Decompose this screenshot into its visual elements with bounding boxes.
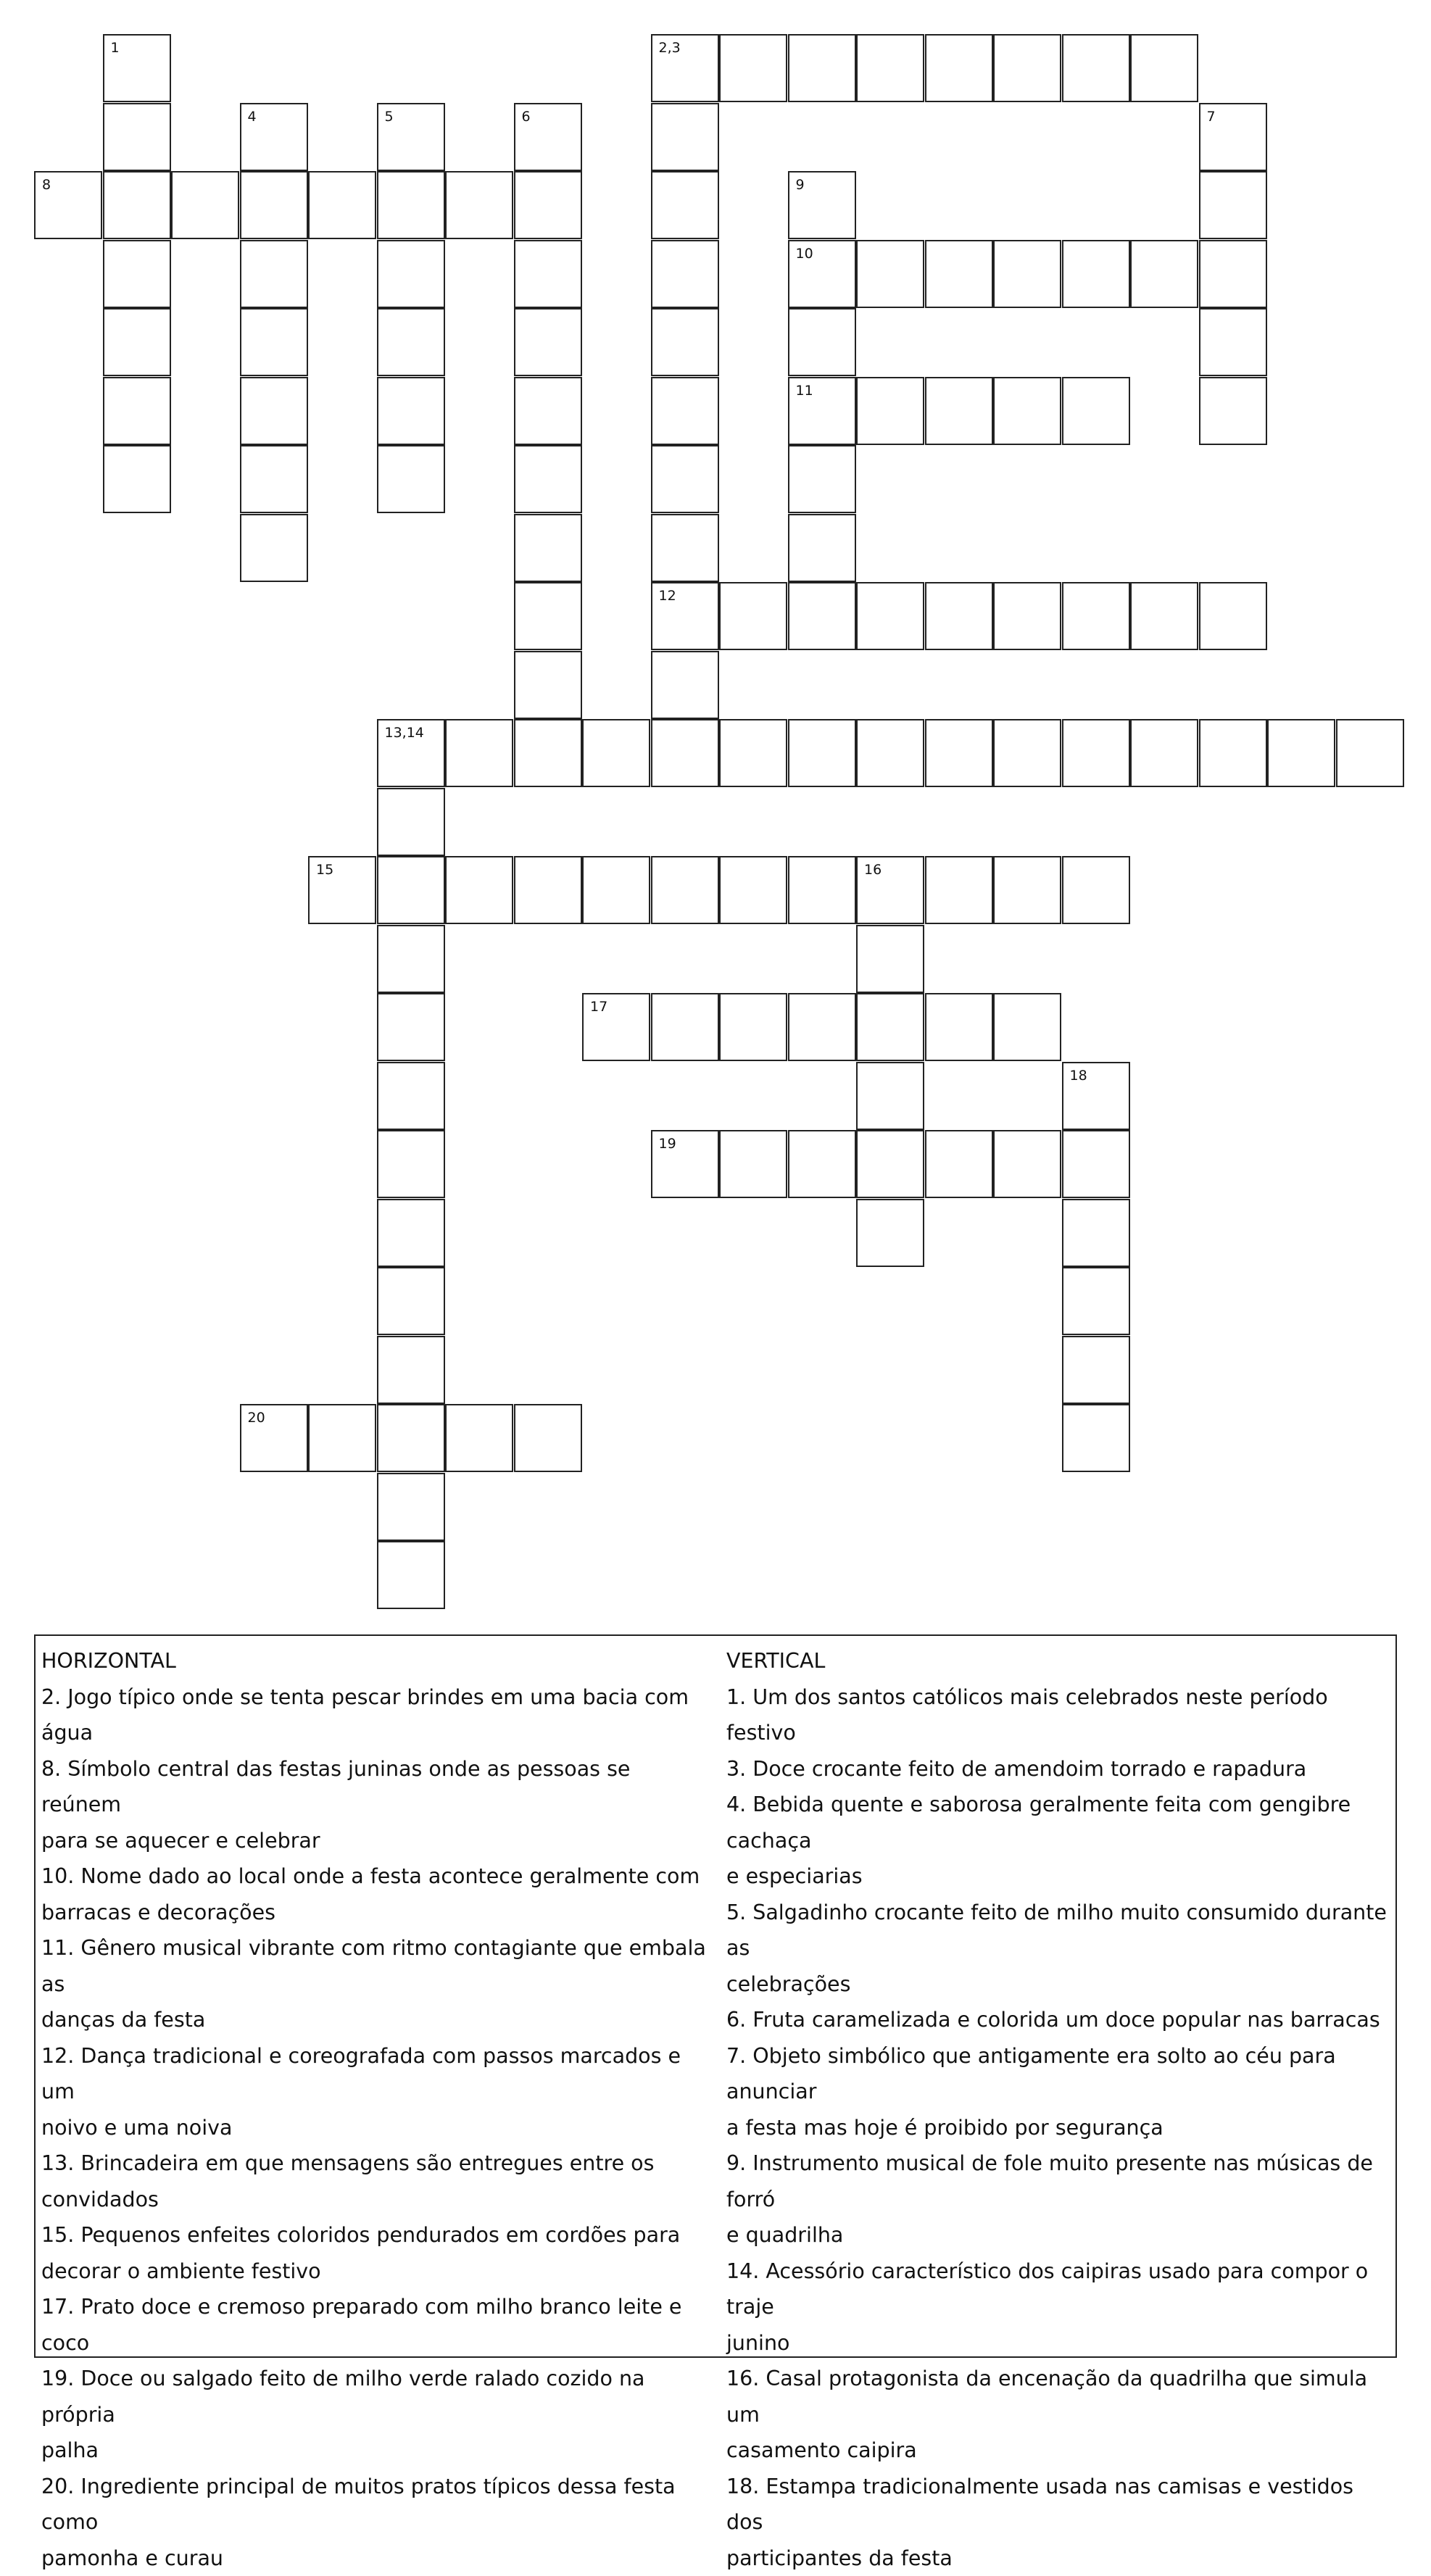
grid-cell[interactable] xyxy=(377,1267,445,1335)
clue-number: 6 xyxy=(522,109,531,125)
grid-cell[interactable] xyxy=(1062,1336,1130,1404)
grid-cell[interactable] xyxy=(377,377,445,445)
grid-cell[interactable] xyxy=(1062,1404,1130,1472)
grid-cell[interactable] xyxy=(993,993,1061,1061)
grid-cell[interactable] xyxy=(856,240,924,308)
clue-number: 7 xyxy=(1207,109,1216,125)
grid-cell[interactable] xyxy=(240,103,308,171)
grid-cell[interactable] xyxy=(377,719,445,787)
clue-number: 20 xyxy=(248,1410,265,1426)
grid-cell[interactable] xyxy=(308,856,376,924)
grid-cell[interactable] xyxy=(1199,308,1267,376)
clue-number: 18 xyxy=(1070,1068,1087,1084)
grid-cell[interactable] xyxy=(651,1130,719,1198)
horizontal-clue-line: 12. Dança tradicional e coreografada com passos marcados e um xyxy=(41,2038,716,2110)
grid-cell[interactable] xyxy=(582,856,650,924)
grid-cell[interactable] xyxy=(925,993,993,1061)
grid-cell[interactable] xyxy=(651,103,719,171)
grid-cell[interactable] xyxy=(1062,34,1130,102)
grid-cell[interactable] xyxy=(1336,719,1404,787)
grid-cell[interactable] xyxy=(651,651,719,719)
horizontal-clues xyxy=(41,1643,716,2576)
grid-cell[interactable] xyxy=(377,925,445,993)
vertical-clue-line: 18. Estampa tradicionalmente usada nas camisas e vestidos dos xyxy=(726,2469,1393,2540)
grid-cell[interactable] xyxy=(582,719,650,787)
grid-cell[interactable] xyxy=(1267,719,1335,787)
grid-cell[interactable] xyxy=(103,103,171,171)
grid-cell[interactable] xyxy=(856,1130,924,1198)
vertical-clue-line: 7. Objeto simbólico que antigamente era solto ao céu para anunciar xyxy=(726,2038,1393,2110)
grid-cell[interactable] xyxy=(788,445,856,513)
grid-cell[interactable] xyxy=(171,171,239,239)
horizontal-clue-line: 2. Jogo típico onde se tenta pescar brindes em uma bacia com água xyxy=(41,1679,716,1751)
grid-cell[interactable] xyxy=(377,788,445,856)
clue-number: 5 xyxy=(385,109,394,125)
vertical-clue-line: 14. Acessório característico dos caipiras usado para compor o traje xyxy=(726,2253,1393,2325)
grid-cell[interactable] xyxy=(514,445,582,513)
grid-cell[interactable] xyxy=(856,925,924,993)
grid-cell[interactable] xyxy=(103,377,171,445)
grid-cell[interactable] xyxy=(1062,1062,1130,1130)
grid-cell[interactable] xyxy=(240,1404,308,1472)
horizontal-clue-line: 19. Doce ou salgado feito de milho verde ralado cozido na própria xyxy=(41,2361,716,2432)
clue-number: 9 xyxy=(796,177,805,193)
horizontal-clue-line: 13. Brincadeira em que mensagens são entregues entre os xyxy=(41,2145,716,2182)
grid-cell[interactable] xyxy=(1130,582,1198,650)
horizontal-clue-line: noivo e uma noiva xyxy=(41,2110,716,2146)
horizontal-clue-line: para se aquecer e celebrar xyxy=(41,1823,716,1859)
vertical-clue-line: celebrações xyxy=(726,1966,1393,2003)
grid-cell[interactable] xyxy=(651,171,719,239)
grid-cell[interactable] xyxy=(103,445,171,513)
grid-cell[interactable] xyxy=(240,514,308,582)
grid-cell[interactable] xyxy=(1199,103,1267,171)
grid-cell[interactable] xyxy=(788,514,856,582)
horizontal-clue-line: 15. Pequenos enfeites coloridos pendurados em cordões para xyxy=(41,2217,716,2253)
grid-cell[interactable] xyxy=(514,308,582,376)
grid-cell[interactable] xyxy=(856,582,924,650)
grid-cell[interactable] xyxy=(925,582,993,650)
grid-cell[interactable] xyxy=(240,240,308,308)
vertical-clue-line: casamento caipira xyxy=(726,2432,1393,2469)
grid-cell[interactable] xyxy=(651,377,719,445)
vertical-clue-line: 3. Doce crocante feito de amendoim torrado e rapadura xyxy=(726,1751,1393,1787)
grid-cell[interactable] xyxy=(1199,719,1267,787)
grid-cell[interactable] xyxy=(377,1473,445,1541)
grid-cell[interactable] xyxy=(856,856,924,924)
grid-cell[interactable] xyxy=(377,1199,445,1267)
grid-cell[interactable] xyxy=(103,171,171,239)
grid-cell[interactable] xyxy=(514,651,582,719)
grid-cell[interactable] xyxy=(993,582,1061,650)
grid-cell[interactable] xyxy=(1062,240,1130,308)
grid-cell[interactable] xyxy=(445,171,513,239)
clue-number: 17 xyxy=(590,999,607,1015)
grid-cell[interactable] xyxy=(719,1130,787,1198)
grid-cell[interactable] xyxy=(788,377,856,445)
clue-number: 2,3 xyxy=(659,40,681,56)
grid-cell[interactable] xyxy=(993,719,1061,787)
grid-cell[interactable] xyxy=(856,1199,924,1267)
grid-cell[interactable] xyxy=(1199,171,1267,239)
grid-cell[interactable] xyxy=(925,240,993,308)
grid-cell[interactable] xyxy=(788,582,856,650)
grid-cell[interactable] xyxy=(993,34,1061,102)
grid-cell[interactable] xyxy=(651,445,719,513)
grid-cell[interactable] xyxy=(1199,377,1267,445)
clue-number: 11 xyxy=(796,383,813,399)
grid-cell[interactable] xyxy=(788,856,856,924)
grid-cell[interactable] xyxy=(1199,240,1267,308)
grid-cell[interactable] xyxy=(856,377,924,445)
vertical-clue-line: e especiarias xyxy=(726,1858,1393,1895)
grid-cell[interactable] xyxy=(1130,34,1198,102)
grid-cell[interactable] xyxy=(514,240,582,308)
grid-cell[interactable] xyxy=(788,308,856,376)
clue-number: 19 xyxy=(659,1136,676,1152)
grid-cell[interactable] xyxy=(993,856,1061,924)
grid-cell[interactable] xyxy=(34,171,102,239)
horizontal-clue-line: danças da festa xyxy=(41,2002,716,2038)
grid-cell[interactable] xyxy=(240,445,308,513)
grid-cell[interactable] xyxy=(514,171,582,239)
grid-cell[interactable] xyxy=(719,993,787,1061)
grid-cell[interactable] xyxy=(514,719,582,787)
vertical-clue-line: e quadrilha xyxy=(726,2217,1393,2253)
grid-cell[interactable] xyxy=(514,514,582,582)
grid-cell[interactable] xyxy=(719,719,787,787)
grid-cell[interactable] xyxy=(445,719,513,787)
clue-number: 10 xyxy=(796,246,813,262)
grid-cell[interactable] xyxy=(925,719,993,787)
vertical-heading: VERTICAL xyxy=(726,1643,1393,1679)
grid-cell[interactable] xyxy=(651,308,719,376)
grid-cell[interactable] xyxy=(719,34,787,102)
grid-cell[interactable] xyxy=(788,719,856,787)
vertical-clue-line: 4. Bebida quente e saborosa geralmente feita com gengibre cachaça xyxy=(726,1787,1393,1858)
grid-cell[interactable] xyxy=(925,856,993,924)
clue-number: 12 xyxy=(659,588,676,604)
grid-cell[interactable] xyxy=(1062,377,1130,445)
grid-cell[interactable] xyxy=(1062,1199,1130,1267)
grid-cell[interactable] xyxy=(856,1062,924,1130)
vertical-clue-line: 1. Um dos santos católicos mais celebrados neste período festivo xyxy=(726,1679,1393,1751)
grid-cell[interactable] xyxy=(582,993,650,1061)
grid-cell[interactable] xyxy=(1062,719,1130,787)
horizontal-clue-line: decorar o ambiente festivo xyxy=(41,2253,716,2290)
grid-cell[interactable] xyxy=(377,1130,445,1198)
horizontal-heading: HORIZONTAL xyxy=(41,1643,716,1679)
grid-cell[interactable] xyxy=(651,514,719,582)
horizontal-clue-line: 11. Gênero musical vibrante com ritmo contagiante que embala as xyxy=(41,1930,716,2002)
grid-cell[interactable] xyxy=(1062,1267,1130,1335)
grid-cell[interactable] xyxy=(445,856,513,924)
vertical-clue-line: 6. Fruta caramelizada e colorida um doce popular nas barracas xyxy=(726,2002,1393,2038)
grid-cell[interactable] xyxy=(925,1130,993,1198)
grid-cell[interactable] xyxy=(788,171,856,239)
grid-cell[interactable] xyxy=(377,1541,445,1609)
horizontal-clue-line: 17. Prato doce e cremoso preparado com milho branco leite e coco xyxy=(41,2289,716,2361)
grid-cell[interactable] xyxy=(651,719,719,787)
grid-cell[interactable] xyxy=(856,34,924,102)
grid-cell[interactable] xyxy=(788,993,856,1061)
horizontal-clue-line: 10. Nome dado ao local onde a festa acontece geralmente com xyxy=(41,1858,716,1895)
vertical-clue-line: 5. Salgadinho crocante feito de milho muito consumido durante as xyxy=(726,1895,1393,1966)
clue-number: 13,14 xyxy=(385,725,424,741)
grid-cell[interactable] xyxy=(377,171,445,239)
grid-cell[interactable] xyxy=(377,1336,445,1404)
grid-cell[interactable] xyxy=(240,308,308,376)
grid-cell[interactable] xyxy=(925,34,993,102)
grid-cell[interactable] xyxy=(993,240,1061,308)
grid-cell[interactable] xyxy=(788,1130,856,1198)
grid-cell[interactable] xyxy=(377,1404,445,1472)
grid-cell[interactable] xyxy=(1062,856,1130,924)
grid-cell[interactable] xyxy=(993,377,1061,445)
grid-cell[interactable] xyxy=(514,1404,582,1472)
grid-cell[interactable] xyxy=(925,377,993,445)
grid-cell[interactable] xyxy=(377,308,445,376)
grid-cell[interactable] xyxy=(788,240,856,308)
grid-cell[interactable] xyxy=(1062,1130,1130,1198)
grid-cell[interactable] xyxy=(377,103,445,171)
grid-cell[interactable] xyxy=(103,34,171,102)
horizontal-clue-line: 8. Símbolo central das festas juninas onde as pessoas se reúnem xyxy=(41,1751,716,1823)
grid-cell[interactable] xyxy=(1199,582,1267,650)
vertical-clue-line: junino xyxy=(726,2325,1393,2361)
clue-number: 4 xyxy=(248,109,257,125)
grid-cell[interactable] xyxy=(377,240,445,308)
grid-cell[interactable] xyxy=(651,34,719,102)
grid-cell[interactable] xyxy=(719,582,787,650)
grid-cell[interactable] xyxy=(856,993,924,1061)
grid-cell[interactable] xyxy=(1062,582,1130,650)
grid-cell[interactable] xyxy=(651,856,719,924)
grid-cell[interactable] xyxy=(856,719,924,787)
grid-cell[interactable] xyxy=(1130,240,1198,308)
vertical-clues xyxy=(726,1643,1393,2576)
vertical-clue-line: 16. Casal protagonista da encenação da quadrilha que simula um xyxy=(726,2361,1393,2432)
grid-cell[interactable] xyxy=(308,1404,376,1472)
grid-cell[interactable] xyxy=(514,582,582,650)
horizontal-clue-line: pamonha e curau xyxy=(41,2540,716,2576)
grid-cell[interactable] xyxy=(377,856,445,924)
grid-cell[interactable] xyxy=(651,240,719,308)
horizontal-clue-line: palha xyxy=(41,2432,716,2469)
grid-cell[interactable] xyxy=(445,1404,513,1472)
grid-cell[interactable] xyxy=(719,856,787,924)
clue-number: 16 xyxy=(864,862,882,878)
clues-box xyxy=(34,1634,1397,2358)
grid-cell[interactable] xyxy=(308,171,376,239)
grid-cell[interactable] xyxy=(993,1130,1061,1198)
clue-number: 15 xyxy=(316,862,333,878)
grid-cell[interactable] xyxy=(240,171,308,239)
grid-cell[interactable] xyxy=(377,1062,445,1130)
grid-cell[interactable] xyxy=(103,308,171,376)
clue-number: 8 xyxy=(42,177,51,193)
grid-cell[interactable] xyxy=(1130,719,1198,787)
clue-number: 1 xyxy=(111,40,120,56)
grid-cell[interactable] xyxy=(514,377,582,445)
grid-cell[interactable] xyxy=(103,240,171,308)
grid-cell[interactable] xyxy=(514,856,582,924)
grid-cell[interactable] xyxy=(377,445,445,513)
grid-cell[interactable] xyxy=(377,993,445,1061)
horizontal-clue-line: 20. Ingrediente principal de muitos pratos típicos dessa festa como xyxy=(41,2469,716,2540)
grid-cell[interactable] xyxy=(788,34,856,102)
horizontal-clue-line: barracas e decorações xyxy=(41,1895,716,1931)
vertical-clue-line: 9. Instrumento musical de fole muito presente nas músicas de forró xyxy=(726,2145,1393,2217)
grid-cell[interactable] xyxy=(240,377,308,445)
grid-cell[interactable] xyxy=(651,582,719,650)
vertical-clue-line: a festa mas hoje é proibido por segurança xyxy=(726,2110,1393,2146)
grid-cell[interactable] xyxy=(651,993,719,1061)
horizontal-clue-line: convidados xyxy=(41,2182,716,2218)
vertical-clue-line: participantes da festa xyxy=(726,2540,1393,2576)
grid-cell[interactable] xyxy=(514,103,582,171)
